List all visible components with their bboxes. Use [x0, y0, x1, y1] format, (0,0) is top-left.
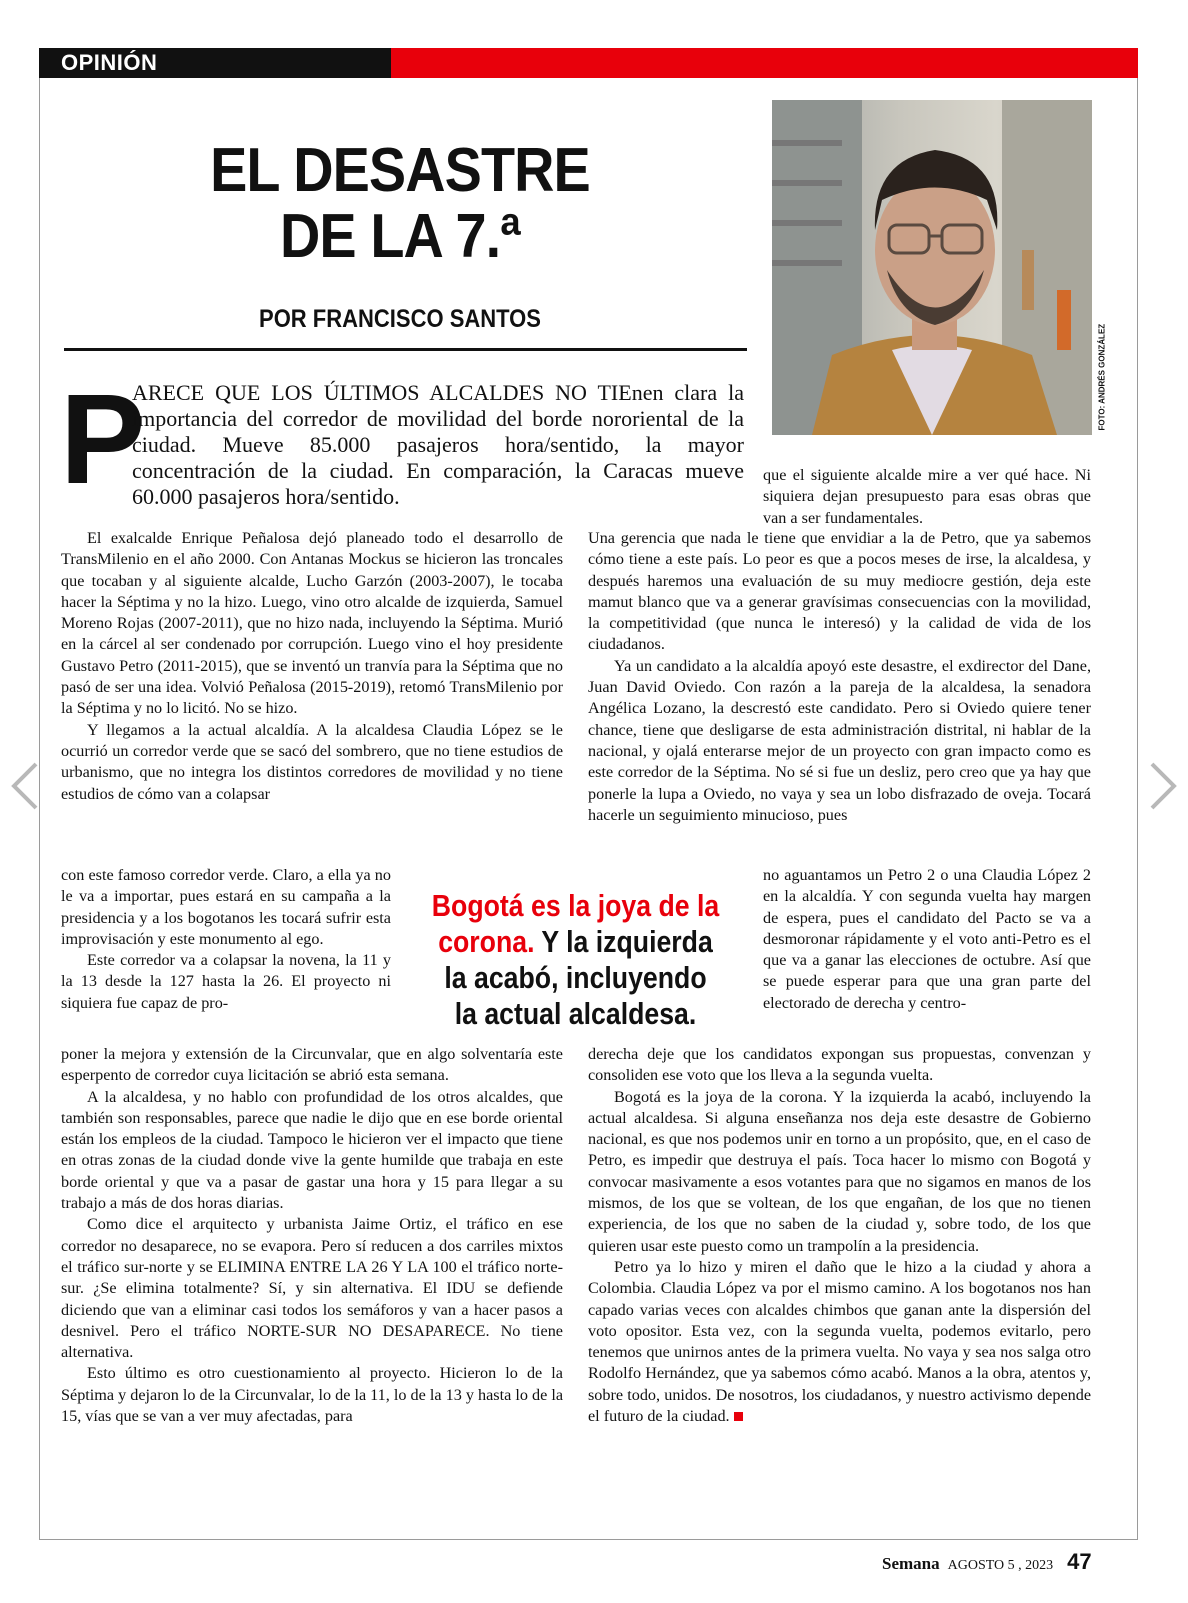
left-column-top: [61, 528, 563, 805]
body-paragraph-last: [588, 1257, 1091, 1427]
chevron-left-icon[interactable]: [8, 760, 42, 812]
body-paragraph: A la alcaldesa, y no hablo con profundidad de los otros alcaldes, que también son responsables, parece que nadie le dijo que en ese borde oriental están los empleos de la ciudad. Tampoco le hicieron ver el impacto que tiene en otras zonas de la ciudad donde vive la gente humilde que trabaja en este borde oriental y que va a pasar de gastar una hora y 15 para llegar a su trabajo a más de dos horas diarias.: [61, 1087, 563, 1213]
body-paragraph: que el siguiente alcalde mire a ver qué hace. Ni siquiera dejan presupuesto para esas obras que van a ser fundamentales.: [763, 466, 1091, 527]
body-paragraph: Bogotá es la joya de la corona. Y la izquierda la acabó, incluyendo la actual alcaldesa. Si alguna enseñanza nos deja este desastre de Gobierno nacional, es que nos podemos unir en torno a un propósito, que, en el caso de Petro, es impedir que destruya el país. Toca hacer lo mismo con Bogotá y convocar masivamente a esos votantes para que no sigamos en manos de los mismos, de los que se voltean, de los que engañan, de los que no tienen experiencia, de los que no saben de la ciudad y, sobre todo, de los que quieren usar este puesto como un trampolín a la presidencia.: [588, 1087, 1091, 1255]
byline: POR FRANCISCO SANTOS: [259, 305, 541, 333]
title-line-2: DE LA 7.ª: [280, 202, 520, 271]
body-paragraph: poner la mejora y extensión de la Circunvalar, que en algo solventaría este esperpento de corredor cuya licitación se abrió esta semana.: [61, 1045, 563, 1085]
end-mark: [734, 1412, 743, 1421]
last-paragraph-text: Petro ya lo hizo y miren el daño que le hizo a la ciudad y ahora a Colombia. Claudia López va por el mismo camino. A los bogotanos nos han capado varias veces con alcaldes chimbos que ganan ante la dispersión del voto opositor. Esta vez, con la segunda vuelta, podemos evitarlo, pero tenemos que unirnos antes de la primera vuelta. No vaya y sea nos salga otro Rodolfo Hernández, que ya sabemos cómo acabó. Manos a la obra, atentos y, sobre todo, unidos. De nosotros, los ciudadanos, y nuestro activismo depende el futuro de la ciudad.: [588, 1257, 1091, 1426]
body-paragraph: Esto último es otro cuestionamiento al proyecto. Hicieron lo de la Séptima y dejaron lo de la Circunvalar, lo de la 11, lo de la 13 y hasta lo de la 15, vías que se van a ver muy afectadas, para: [61, 1364, 563, 1426]
body-paragraph: con este famoso corredor verde. Claro, a ella ya no le va a importar, pues estará en su campaña a la presidencia y a los bogotanos les tocará sufrir esta improvisación y este monumento al ego.: [61, 866, 391, 948]
page-number: 47: [1067, 1549, 1092, 1574]
body-paragraph: Este corredor va a colapsar la novena, la 11 y la 13 desde la 127 hasta la 26. El proyecto ni siquiera fue capaz de pro-: [61, 951, 391, 1012]
left-column-bottom: [61, 1044, 563, 1427]
pull-quote-highlight: Bogotá es la joya de la corona.: [431, 888, 720, 959]
article-title: [175, 138, 625, 270]
lead-paragraph: [64, 380, 744, 510]
right-column-narrow: [763, 865, 1091, 1014]
body-paragraph: Y llegamos a la actual alcaldía. A la alcaldesa Claudia López se le ocurrió un corredor verde que se sacó del sombrero, que no tiene estudios de urbanismo, que no integra los distintos corredores de movilidad y no tiene estudios de cómo van a colapsar: [61, 720, 563, 803]
photo-credit: [1094, 320, 1108, 435]
body-paragraph: El exalcalde Enrique Peñalosa dejó planeado todo el desarrollo de TransMilenio en el año 2000. Con Antanas Mockus se hicieron las troncales que tocaban y al siguiente alcalde, Lucho Garzón (2003-2007), le tocaba hacer la Séptima y no la hizo. Luego, vino otro alcalde de izquierda, Samuel Moreno Rojas (2007-2011), que no hizo nada, incluyendo la Séptima. Murió en la cárcel al ser condenado por corrupción. Luego vino el hoy presidente Gustavo Petro (2011-2015), que se inventó un tranvía para la Séptima que no pasó de ser una idea. Volvió Peñalosa (2015-2019), retomó TransMilenio por la Séptima y no lo licitó. No se hizo.: [61, 529, 563, 718]
drop-cap: P: [60, 368, 146, 511]
photo-credit-text: FOTO: ANDRÉS GONZÁLEZ: [1097, 323, 1107, 431]
body-paragraph: derecha deje que los candidatos expongan sus propuestas, convenzan y consoliden ese voto que los lleva a la segunda vuelta.: [588, 1045, 1091, 1085]
author-photo: [772, 100, 1092, 435]
body-paragraph: Como dice el arquitecto y urbanista Jaime Ortiz, el tráfico en ese corredor no desaparece, no se evapora. Pero sí reducen a dos carriles mixtos el tráfico sur-norte y se ELIMINA ENTRE LA 26 Y LA 100 el tráfico norte-sur. ¿Se elimina totalmente? Sí, y sin alternativa. El IDU se defiende diciendo que van a eliminar casi todos los semáforos y van a hacer pasos a desnivel. Pero el tráfico NORTE-SUR NO DESAPARECE. No tiene alternativa.: [61, 1215, 563, 1362]
issue-date: AGOSTO 5 , 2023: [947, 1558, 1054, 1573]
page-footer: [882, 1549, 1092, 1575]
right-column-bottom: [588, 1044, 1091, 1427]
title-rule: [64, 348, 747, 351]
left-column-narrow: [61, 865, 391, 1014]
chevron-right-icon[interactable]: [1146, 760, 1180, 812]
right-column-mid: [588, 528, 1091, 826]
pull-quote-text: Y la izquierda la acabó, incluyendo la actual alcaldesa.: [444, 924, 713, 1031]
title-line-1: EL DESASTRE: [210, 136, 590, 205]
body-paragraph: no aguantamos un Petro 2 o una Claudia López 2 en la alcaldía. Y con segunda vuelta hay margen de espera, pues el candidato del Pacto se va a desmoronar rápidamente y el voto anti-Petro es el que va a ganar las elecciones de octubre. Así que se puede esperar para que una gran parte del electorado de derecha y centro-: [763, 866, 1091, 1012]
magazine-name: Semana: [882, 1554, 940, 1573]
right-column-top: [763, 465, 1091, 529]
pull-quote: [431, 888, 719, 1032]
section-label: OPINIÓN: [39, 48, 391, 78]
body-paragraph: Ya un candidato a la alcaldía apoyó este desastre, el exdirector del Dane, Juan David Oviedo. Con razón a la pareja de la alcaldesa, la senadora Angélica Lozano, la descrestó este candidato. Pero si Oviedo quiere tener chance, tiene que desligarse de esta administración distrital, ni hablar de la nacional, y ojalá enterarse mejor de un proyecto con gran impacto como es este corredor de la Séptima. No sé si fue un desliz, pero creo que ya hay que ponerle la lupa a Oviedo, no vaya y sea un lobo disfrazado de oveja. Tocará hacerle un seguimiento minucioso, pues: [588, 656, 1091, 824]
author-portrait: [772, 100, 1092, 435]
body-paragraph: Una gerencia que nada le tiene que envidiar a la de Petro, que ya sabemos cómo tiene a este país. Lo peor es que a pocos meses de irse, la alcaldesa, y después haremos una evaluación de su muy mediocre gestión, deja este mamut blanco que va a generar gravísimas consecuencias con la movilidad, la competitividad (que nunca le interesó) y la calidad de vida de los ciudadanos.: [588, 529, 1091, 654]
lead-text: ARECE QUE LOS ÚLTIMOS ALCALDES NO TIEnen clara la importancia del corredor de movilidad del borde nororiental de la ciudad. Mueve 85.000 pasajeros hora/sentido, la mayor concentración de la ciudad. En comparación, la Caracas mueve 60.000 pasajeros hora/sentido.: [132, 380, 744, 509]
